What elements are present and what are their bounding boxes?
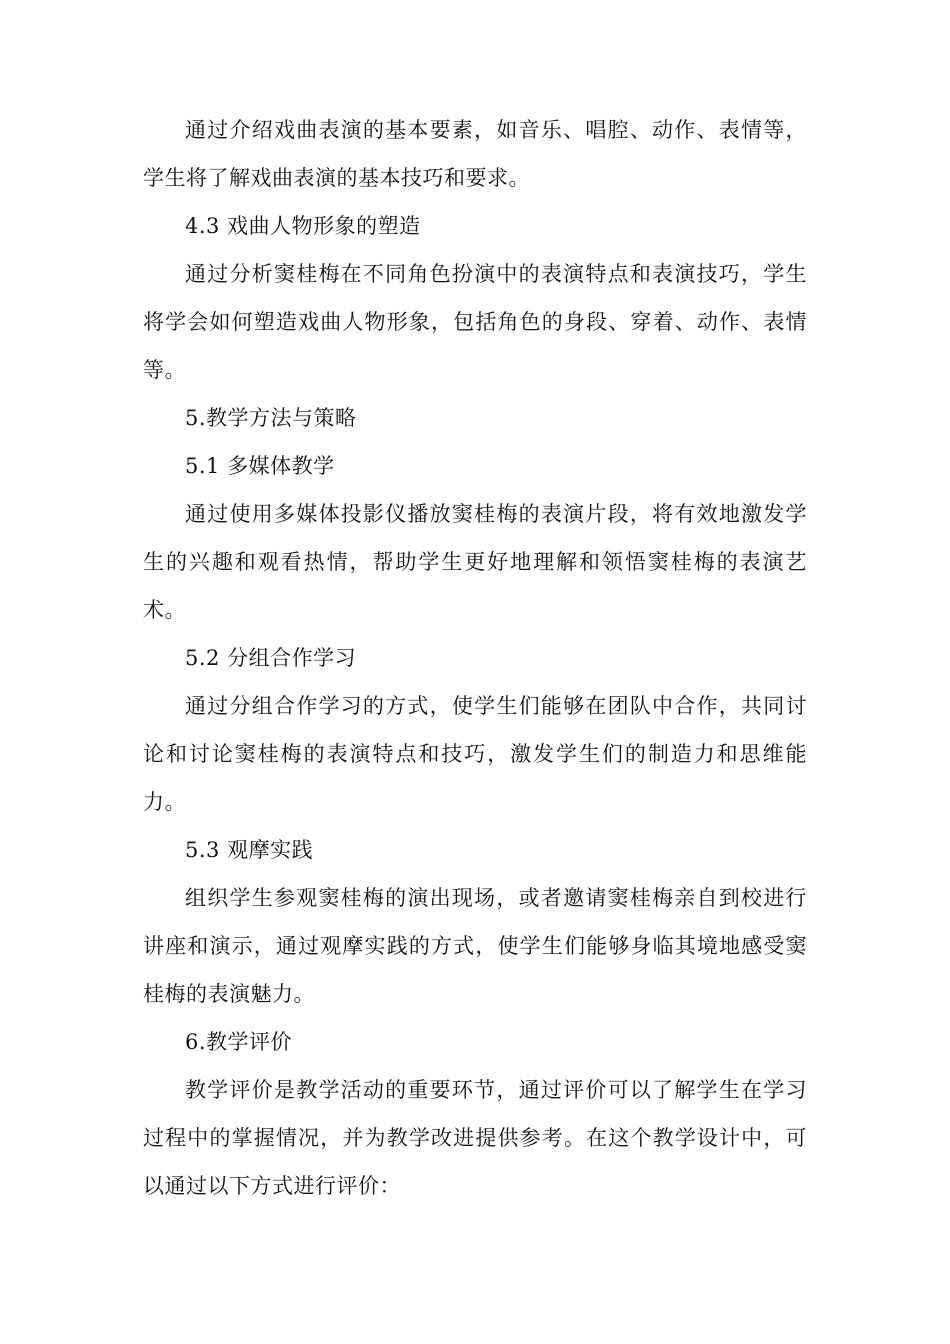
section-heading-4-3: 4.3 戏曲人物形象的塑造 xyxy=(185,214,421,238)
document-body xyxy=(143,106,807,1210)
paragraph-performance-elements: 通过介绍戏曲表演的基本要素，如音乐、唱腔、动作、表情等，学生将了解戏曲表演的基本技巧和要求。 xyxy=(143,118,807,190)
paragraph-character-shaping: 通过分析窦桂梅在不同角色扮演中的表演特点和表演技巧，学生将学会如何塑造戏曲人物形象，包括角色的身段、穿着、动作、表情等。 xyxy=(143,262,807,382)
section-heading-5: 5.教学方法与策略 xyxy=(185,406,357,430)
paragraph-group-learning: 通过分组合作学习的方式，使学生们能够在团队中合作，共同讨论和讨论窦桂梅的表演特点和技巧，激发学生们的制造力和思维能力。 xyxy=(143,694,807,814)
section-heading-5-3: 5.3 观摩实践 xyxy=(185,838,314,862)
section-heading-6: 6.教学评价 xyxy=(185,1030,293,1054)
paragraph-observation-practice: 组织学生参观窦桂梅的演出现场，或者邀请窦桂梅亲自到校进行讲座和演示，通过观摩实践的方式，使学生们能够身临其境地感受窦桂梅的表演魅力。 xyxy=(143,886,807,1006)
paragraph-teaching-evaluation: 教学评价是教学活动的重要环节，通过评价可以了解学生在学习过程中的掌握情况，并为教学改进提供参考。在这个教学设计中，可以通过以下方式进行评价： xyxy=(143,1078,807,1198)
section-heading-5-2: 5.2 分组合作学习 xyxy=(185,646,357,670)
paragraph-multimedia: 通过使用多媒体投影仪播放窦桂梅的表演片段，将有效地激发学生的兴趣和观看热情，帮助学生更好地理解和领悟窦桂梅的表演艺术。 xyxy=(143,502,807,622)
section-heading-5-1: 5.1 多媒体教学 xyxy=(185,454,335,478)
